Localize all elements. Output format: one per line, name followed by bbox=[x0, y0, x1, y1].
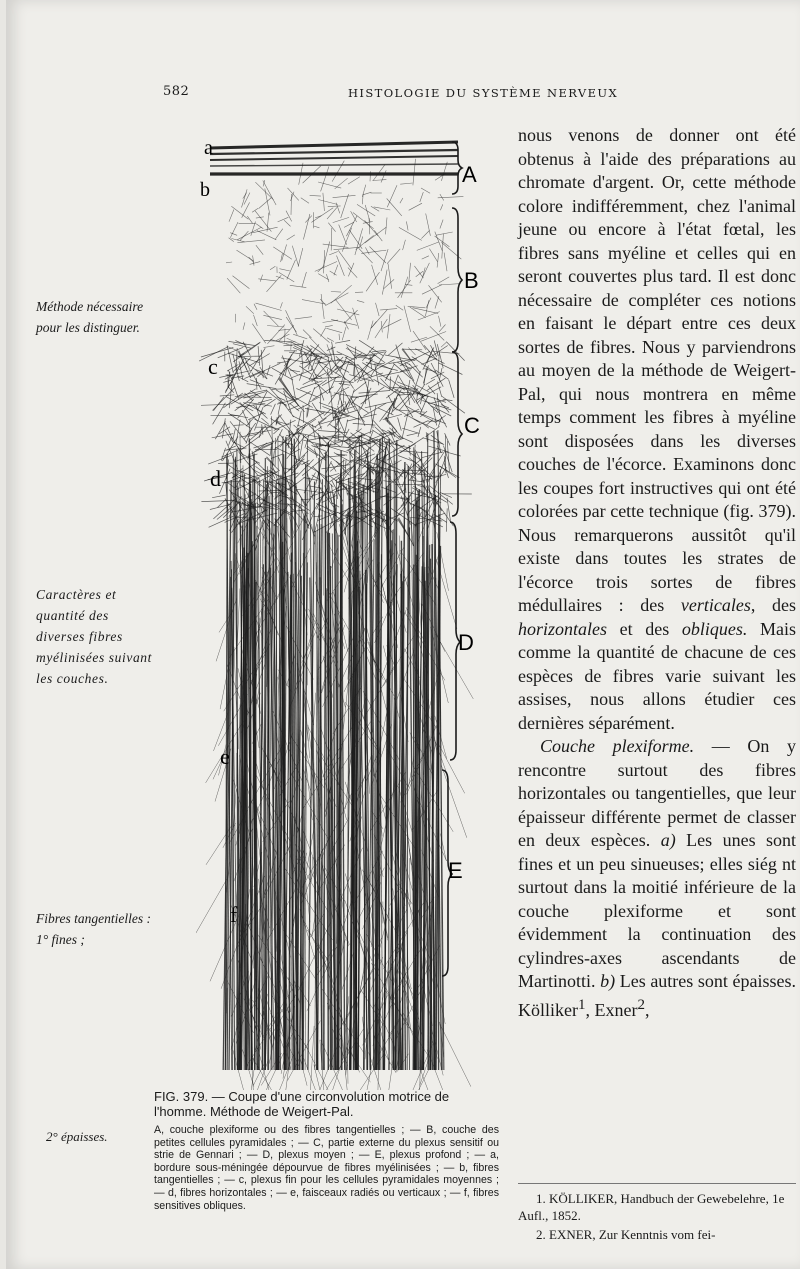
plexiform-text-e: , bbox=[644, 999, 650, 1020]
footnote-2: 2. EXNER, Zur Kenntnis vom fei- bbox=[536, 1227, 716, 1242]
layer-label-b: B bbox=[464, 268, 479, 293]
plexiform-text-c: Les autres sont épaisses. Kölliker bbox=[518, 971, 796, 1020]
footnotes bbox=[518, 1183, 796, 1245]
fibre-label-e: e bbox=[220, 744, 230, 769]
cortex-section-figure bbox=[196, 130, 486, 1090]
term-obliques: obliques. bbox=[681, 618, 748, 639]
book-page bbox=[6, 0, 800, 1269]
separator-1: , des bbox=[750, 595, 797, 615]
running-head: HISTOLOGIE DU SYSTÈME NERVEUX bbox=[348, 86, 619, 100]
section-title-plexiform: Couche plexiforme. bbox=[540, 736, 695, 756]
paragraph-plexiform bbox=[518, 735, 796, 1022]
margin-note-method: Méthode nécessaire pour les distinguer. bbox=[36, 299, 144, 335]
page-number: 582 bbox=[163, 84, 190, 99]
fibre-drawing bbox=[196, 142, 473, 1090]
figure-legend: A, couche plexiforme ou des fibres tangentielles ; — B, couche des petites cellules pyramidales ; — C, partie externe du plexus sensitif ou strie de Gennari ; — D, plexus moyen ; — E, plexus profond ; — a, bordure sous-méningée dépourvue de fibres myélinisées ; — b, fibres tangentielles ; — c, plexus fin pour les cellules pyramidales moyennes ; — d, fibres horizontales ; — e, faisceaux radiés ou verticaux ; — f, fibres sensitives obliques. bbox=[154, 1124, 499, 1212]
margin-note-characters: Caractères et quantité des diverses fibres myélinisées suivant les couches. bbox=[36, 587, 152, 686]
plexiform-text-b: Les unes sont fines et un peu sinueuses; elles siég nt surtout dans la moitié inférieure de la couche plexiforme et sont évidemment la continuation des cylindres-axes ascendants de Martinotti. bbox=[518, 830, 797, 991]
fibre-label-b: b bbox=[200, 179, 210, 201]
separator-2: et des bbox=[619, 618, 670, 639]
paragraph-intro-text: nous venons de donner ont été obtenus à l'aide des préparations au chromate d'argent. Or, cette méthode colore indifféremment, chez l'animal jeune ou encore à l'état fœtal, les fibres sans myéline et celles qui en seront couvertes plus tard. Il est donc nécessaire de compléter ces notions en faisant le départ entre ces deux sortes de fibres. Nous y parviendrons au moyen de la méthode de Weigert-Pal, qui nous montrera en même temps comment les fibres à myéline sont disposées dans les diverses couches de l'écorce. Examinons donc les coupes fort instructives qui ont été colorées par cette technique (fig. 379). Nous remarquerons aussitôt qu'il existe dans toutes les strates de l'écorce trois sortes de fibres médullaires : des bbox=[518, 125, 796, 615]
main-text-column bbox=[518, 124, 796, 1022]
figure-caption: FIG. 379. — Coupe d'une circonvolution motrice de l'homme. Méthode de Weigert-Pal. bbox=[154, 1089, 450, 1119]
item-label-a: a) bbox=[660, 830, 676, 850]
paragraph-intro-end: Mais comme la quantité de chacune de ces espèces de fibres varie suivant les assises, nous allons étudier ces dernières séparément. bbox=[518, 618, 796, 733]
plexiform-text-d: , Exner bbox=[585, 999, 638, 1020]
margin-note-tangential-fine: Fibres tangentielles : 1° fines ; bbox=[36, 911, 151, 947]
margin-note-thick: 2° épaisses. bbox=[46, 1129, 108, 1144]
layer-label-e: E bbox=[448, 858, 463, 883]
footnote-ref-1[interactable]: 1 bbox=[578, 996, 586, 1013]
term-horizontales: horizontales bbox=[518, 618, 608, 639]
fibre-label-a: a bbox=[204, 137, 213, 159]
plexiform-text-a: — On y rencontre surtout des fibres horizontales ou tangentielles, que leur épaisseur différente permet de classer en deux espèces. bbox=[518, 736, 796, 850]
term-verticales: verticales bbox=[680, 595, 751, 615]
fibre-label-c: c bbox=[208, 354, 218, 379]
footnote-ref-2[interactable]: 2 bbox=[637, 996, 645, 1013]
layer-braces bbox=[442, 142, 462, 976]
layer-label-d: D bbox=[458, 630, 474, 655]
fibre-label-d: d bbox=[210, 466, 221, 491]
layer-label-c: C bbox=[464, 413, 480, 438]
footnote-1: 1. KÖLLIKER, Handbuch der Gewebelehre, 1e Aufl., 1852. bbox=[518, 1183, 796, 1224]
item-label-b: b) bbox=[600, 971, 616, 991]
fibre-label-f: f bbox=[230, 902, 238, 927]
layer-label-a: A bbox=[462, 162, 477, 187]
paragraph-intro bbox=[518, 124, 796, 735]
